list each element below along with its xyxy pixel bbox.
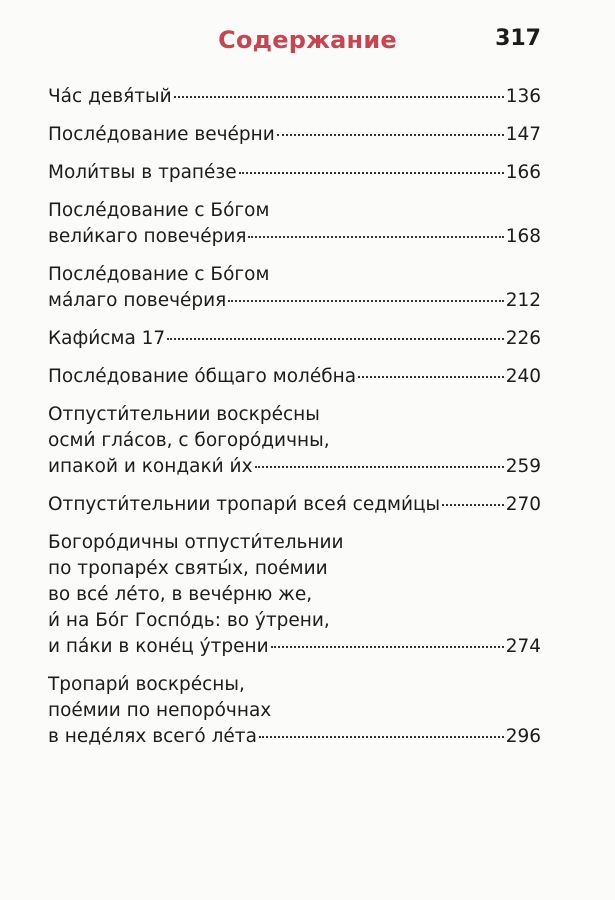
- toc-entry[interactable]: [48, 198, 541, 250]
- toc-entry-title-line: осми́ гла́сов, с богоро́дичны,: [48, 430, 330, 451]
- toc-entry-page: 136: [505, 86, 541, 107]
- toc-entry[interactable]: [48, 672, 541, 750]
- toc-entry-page: 270: [505, 494, 541, 515]
- dot-leader: [358, 376, 504, 378]
- dot-leader: [271, 646, 504, 648]
- toc-entry-page: 168: [505, 226, 541, 247]
- toc-entry-title: После́дование о́бщаго моле́бна: [48, 366, 357, 387]
- toc-entry-page: 274: [505, 636, 541, 657]
- toc-entry-title-line: Тропари́ воскре́сны,: [48, 674, 245, 695]
- toc-entry[interactable]: [48, 364, 541, 390]
- toc-entry-title: вели́каго повече́рия: [48, 226, 247, 247]
- toc-entry-title-line: После́дование с Бо́гом: [48, 200, 270, 221]
- toc-entry-title: После́дование вече́рни: [48, 124, 275, 145]
- toc-entry-title-line: Богоро́дичны отпусти́тельнии: [48, 532, 344, 553]
- toc-entry-title-line: во все́ ле́то, в вече́рню же,: [48, 584, 313, 605]
- toc-entry[interactable]: [48, 160, 541, 186]
- toc-entry-title: Кафи́сма 17: [48, 328, 166, 349]
- toc-entry-title-line: пое́мии по непоро́чнах: [48, 700, 272, 721]
- toc-entry[interactable]: [48, 492, 541, 518]
- dot-leader: [248, 236, 503, 238]
- toc-entry-title: ма́лаго повече́рия: [48, 290, 227, 311]
- dot-leader: [239, 172, 504, 174]
- dot-leader: [442, 504, 504, 506]
- toc-entry-title-line: и́ на Бо́г Госпо́дь: во у́трени,: [48, 610, 330, 631]
- dot-leader: [174, 96, 504, 98]
- toc-entry[interactable]: [48, 530, 541, 660]
- toc-entry[interactable]: [48, 326, 541, 352]
- toc-entry-title: Ча́с девя́тый: [48, 86, 172, 107]
- toc-entry-page: 240: [505, 366, 541, 387]
- dot-leader: [259, 736, 504, 738]
- table-of-contents: [48, 84, 541, 762]
- toc-entry-page: 147: [505, 124, 541, 145]
- dot-leader: [255, 466, 504, 468]
- toc-entry-page: 212: [505, 290, 541, 311]
- toc-entry[interactable]: [48, 402, 541, 480]
- page-title: Содержание: [218, 26, 397, 54]
- toc-entry[interactable]: [48, 262, 541, 314]
- toc-entry[interactable]: [48, 84, 541, 110]
- dot-leader: [228, 300, 503, 302]
- toc-entry-title: ипакой и кондаки́ и́х: [48, 456, 253, 477]
- toc-entry-title: и па́ки в коне́ц у́трени: [48, 636, 269, 657]
- toc-entry-page: 259: [505, 456, 541, 477]
- toc-entry-title: Моли́твы в трапе́зе: [48, 162, 237, 183]
- page-number: 317: [495, 26, 541, 51]
- toc-entry-page: 296: [505, 726, 541, 747]
- toc-entry-page: 226: [505, 328, 541, 349]
- toc-entry-title-line: по тропаре́х святы́х, пое́мии: [48, 558, 328, 579]
- toc-entry-title-line: После́дование с Бо́гом: [48, 264, 270, 285]
- dot-leader: [277, 134, 504, 136]
- dot-leader: [167, 338, 503, 340]
- toc-entry-title-line: Отпусти́тельнии воскре́сны: [48, 404, 320, 425]
- toc-entry-title: в неде́лях всего́ ле́та: [48, 726, 257, 747]
- toc-entry-page: 166: [505, 162, 541, 183]
- toc-entry-title: Отпусти́тельнии тропари́ всея́ седми́цы: [48, 494, 441, 515]
- toc-entry[interactable]: [48, 122, 541, 148]
